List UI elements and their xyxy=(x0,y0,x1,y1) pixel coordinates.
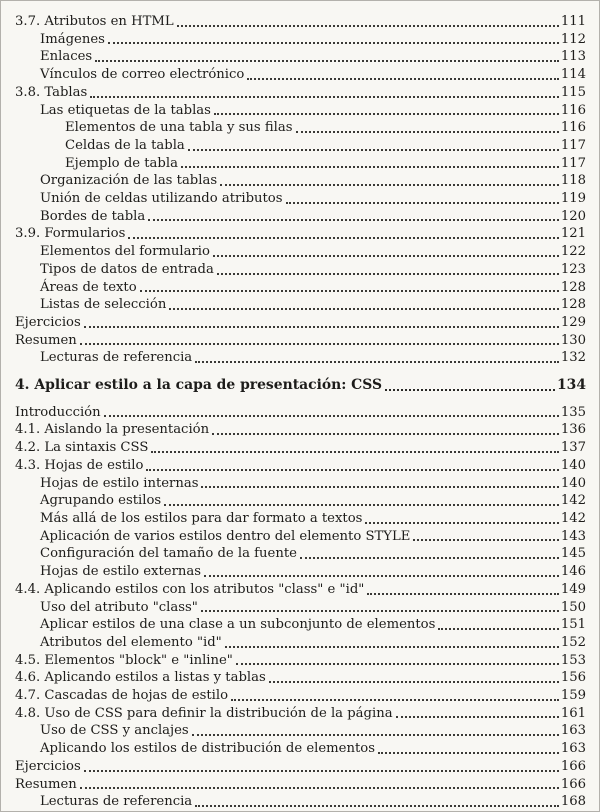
toc-entry-label: Elementos de una tabla y sus filas xyxy=(65,120,293,136)
dot-leader xyxy=(166,296,561,314)
toc-entry xyxy=(15,243,586,261)
dot-leader xyxy=(87,84,561,102)
toc-entry-label: Aplicación de varios estilos dentro del elemento STYLE xyxy=(40,528,411,544)
dot-leader xyxy=(148,439,560,457)
toc-entry-page: 151 xyxy=(560,617,586,633)
dot-leader xyxy=(228,687,561,705)
toc-entry-label: Vínculos de correo electrónico xyxy=(40,67,245,83)
dot-leader xyxy=(105,31,561,49)
toc-entry-page: 168 xyxy=(560,794,586,810)
dot-leader xyxy=(92,48,561,66)
toc-entry-label: Elementos del formulario xyxy=(40,244,210,260)
toc-entry-page: 152 xyxy=(560,634,586,650)
toc-entry xyxy=(15,332,586,350)
toc-entry-label: Ejercicios xyxy=(15,314,81,330)
toc-entry xyxy=(15,190,586,208)
toc-entry-label: Tipos de datos de entrada xyxy=(40,261,214,277)
toc-entry xyxy=(15,314,586,332)
toc-entry xyxy=(15,776,586,794)
toc-entry-label: Configuración del tamaño de la fuente xyxy=(40,546,297,562)
toc-chapter-entry xyxy=(15,377,586,395)
toc-entry-label: 4.7. Cascadas de hojas de estilo xyxy=(15,688,229,704)
dot-leader xyxy=(189,722,561,740)
toc-entry-label: Listas de selección xyxy=(40,297,167,313)
toc-entry-label: Lecturas de referencia xyxy=(40,350,193,366)
toc-entry xyxy=(15,404,586,422)
dot-leader xyxy=(435,616,560,634)
toc-entry-page: 130 xyxy=(560,332,586,348)
toc-entry-label: 4.1. Aislando la presentación xyxy=(15,422,210,438)
toc-entry-page: 122 xyxy=(560,244,586,260)
toc-entry-page: 128 xyxy=(560,279,586,295)
toc-entry-page: 135 xyxy=(560,404,586,420)
toc-entry-page: 134 xyxy=(557,377,586,394)
toc-entry-label: 4.5. Elementos "block" e "inline" xyxy=(15,652,233,668)
dot-leader xyxy=(222,634,561,652)
toc-entry-page: 112 xyxy=(560,31,586,47)
toc-entry-page: 136 xyxy=(560,422,586,438)
toc-entry-page: 142 xyxy=(560,510,586,526)
dot-leader xyxy=(192,793,561,811)
toc-entry-label: Resumen xyxy=(15,332,77,348)
dot-leader xyxy=(283,190,561,208)
toc-entry xyxy=(15,349,586,367)
dot-leader xyxy=(217,172,561,190)
toc-entry-label: Aplicar estilos de una clase a un subconjunto de elementos xyxy=(40,617,436,633)
dot-leader xyxy=(192,349,561,367)
dot-leader xyxy=(201,563,561,581)
toc-entry xyxy=(15,66,586,84)
toc-entry xyxy=(15,545,586,563)
toc-entry-label: 4. Aplicar estilo a la capa de presentación: CSS xyxy=(15,377,382,394)
toc-entry xyxy=(15,172,586,190)
toc-entry-page: 119 xyxy=(560,191,586,207)
toc-entry-label: Resumen xyxy=(15,776,77,792)
toc-entry-page: 146 xyxy=(560,564,586,580)
toc-entry-page: 128 xyxy=(560,297,586,313)
toc-entry-page: 129 xyxy=(560,314,586,330)
dot-leader xyxy=(174,13,561,31)
dot-leader xyxy=(77,776,561,794)
toc-entry xyxy=(15,758,586,776)
dot-leader xyxy=(209,421,561,439)
toc-entry-label: Aplicando los estilos de distribución de elementos xyxy=(40,741,375,757)
toc-entry xyxy=(15,722,586,740)
dot-leader xyxy=(143,457,560,475)
toc-entry xyxy=(15,137,586,155)
toc-entry xyxy=(15,581,586,599)
dot-leader xyxy=(81,758,561,776)
toc-entry xyxy=(15,261,586,279)
toc-entry xyxy=(15,492,586,510)
toc-entry xyxy=(15,510,586,528)
dot-leader xyxy=(362,510,560,528)
toc-entry-label: Más allá de los estilos para dar formato a textos xyxy=(40,510,363,526)
toc-entry-page: 161 xyxy=(560,705,586,721)
toc-entry-page: 113 xyxy=(560,49,586,65)
toc-entry-page: 111 xyxy=(560,14,586,29)
toc-entry-page: 143 xyxy=(560,528,586,544)
toc-entry-page: 150 xyxy=(560,599,586,615)
toc-entry xyxy=(15,616,586,634)
toc-entry-label: Unión de celdas utilizando atributos xyxy=(40,191,283,207)
toc-entry xyxy=(15,457,586,475)
dot-leader xyxy=(211,102,561,120)
toc-entry-label: 3.8. Tablas xyxy=(15,84,88,100)
dot-leader xyxy=(145,208,561,226)
toc-entry xyxy=(15,31,586,49)
toc-entry-label: Bordes de tabla xyxy=(40,208,146,224)
dot-leader xyxy=(77,332,561,350)
toc-entry xyxy=(15,225,586,243)
dot-leader xyxy=(101,404,561,422)
toc-entry-label: 3.9. Formularios xyxy=(15,226,126,242)
toc-entry-page: 114 xyxy=(560,67,586,83)
toc-entry-label: 4.3. Hojas de estilo xyxy=(15,457,144,473)
toc-entry-page: 132 xyxy=(560,350,586,366)
toc-entry-page: 145 xyxy=(560,546,586,562)
dot-leader xyxy=(382,377,557,395)
dot-leader xyxy=(161,492,561,510)
toc-entry xyxy=(15,528,586,546)
toc-entry xyxy=(15,599,586,617)
dot-leader xyxy=(214,261,561,279)
toc-entry-label: Imágenes xyxy=(40,31,105,47)
dot-leader xyxy=(266,669,561,687)
toc-entry xyxy=(15,652,586,670)
toc-entry xyxy=(15,279,586,297)
toc-entry xyxy=(15,208,586,226)
toc-entry-page: 116 xyxy=(560,120,586,136)
toc-entry-page: 121 xyxy=(560,226,586,242)
toc-entry-label: 4.6. Aplicando estilos a listas y tablas xyxy=(15,670,266,686)
dot-leader xyxy=(137,279,561,297)
toc-entry xyxy=(15,705,586,723)
toc-entry-label: 4.2. La sintaxis CSS xyxy=(15,440,149,456)
toc-entry-label: Las etiquetas de la tablas xyxy=(40,102,211,118)
toc-entry-page: 166 xyxy=(560,776,586,792)
toc-entry-page: 117 xyxy=(560,137,586,153)
toc-entry-label: Organización de las tablas xyxy=(40,173,218,189)
toc-entry xyxy=(15,669,586,687)
toc-entry xyxy=(15,119,586,137)
toc-entry-label: Áreas de texto xyxy=(40,279,137,295)
toc-entry-label: Enlaces xyxy=(40,49,93,65)
dot-leader xyxy=(293,119,561,137)
dot-leader xyxy=(178,155,561,173)
dot-leader xyxy=(393,705,561,723)
toc-entry-page: 123 xyxy=(560,261,586,277)
dot-leader xyxy=(125,225,560,243)
toc-entry-page: 140 xyxy=(560,475,586,491)
dot-leader xyxy=(198,475,560,493)
toc-entry-label: Celdas de la tabla xyxy=(65,137,185,153)
toc-entry xyxy=(15,563,586,581)
toc-entry-page: 140 xyxy=(560,457,586,473)
toc-entry-page: 153 xyxy=(560,652,586,668)
toc-entry-label: Hojas de estilo internas xyxy=(40,475,199,491)
toc-entry xyxy=(15,439,586,457)
dot-leader xyxy=(198,599,561,617)
toc-entry xyxy=(15,687,586,705)
toc-entry-page: 163 xyxy=(560,741,586,757)
toc-entry-page: 117 xyxy=(560,155,586,171)
toc-entry xyxy=(15,740,586,758)
toc-entry-label: 4.4. Aplicando estilos con los atributos "class" e "id" xyxy=(15,581,365,597)
toc-entry xyxy=(15,102,586,120)
toc-entry-page: 120 xyxy=(560,208,586,224)
toc-entry xyxy=(15,48,586,66)
dot-leader xyxy=(364,581,560,599)
toc-entry xyxy=(15,634,586,652)
toc-entry-label: Uso del atributo "class" xyxy=(40,599,198,615)
toc-entry-label: 4.8. Uso de CSS para definir la distribución de la página xyxy=(15,705,393,721)
toc-entry-label: Uso de CSS y anclajes xyxy=(40,723,189,739)
toc-entry xyxy=(15,84,586,102)
dot-leader xyxy=(185,137,561,155)
toc-entry-page: 137 xyxy=(560,440,586,456)
toc-entry-page: 149 xyxy=(560,581,586,597)
toc-entry-page: 116 xyxy=(560,102,586,118)
dot-leader xyxy=(297,545,561,563)
toc-entry-page: 156 xyxy=(560,670,586,686)
toc-entry xyxy=(15,296,586,314)
toc-entry-page: 118 xyxy=(560,173,586,189)
toc-entry xyxy=(15,421,586,439)
toc-entry-page: 142 xyxy=(560,493,586,509)
dot-leader xyxy=(81,314,561,332)
toc-entry-label: Introducción xyxy=(15,404,101,420)
dot-leader xyxy=(244,66,560,84)
toc-entry-label: Ejercicios xyxy=(15,758,81,774)
toc-entry-page: 159 xyxy=(560,688,586,704)
toc-entry-label: Ejemplo de tabla xyxy=(65,155,178,171)
toc-entry-page: 115 xyxy=(560,84,586,100)
toc-entry xyxy=(15,13,586,31)
dot-leader xyxy=(210,243,561,261)
dot-leader xyxy=(233,652,561,670)
toc-entry-label: 3.7. Atributos en HTML xyxy=(15,14,174,29)
toc-list xyxy=(15,13,586,811)
toc-entry xyxy=(15,155,586,173)
dot-leader xyxy=(410,528,560,546)
dot-leader xyxy=(375,740,561,758)
toc-entry-page: 166 xyxy=(560,758,586,774)
toc-entry xyxy=(15,793,586,811)
toc-entry-label: Lecturas de referencia xyxy=(40,794,193,810)
toc-entry-label: Agrupando estilos xyxy=(40,493,162,509)
toc-entry-page: 163 xyxy=(560,723,586,739)
toc-entry-label: Atributos del elemento "id" xyxy=(40,634,222,650)
toc-entry xyxy=(15,475,586,493)
toc-entry-label: Hojas de estilo externas xyxy=(40,564,201,580)
